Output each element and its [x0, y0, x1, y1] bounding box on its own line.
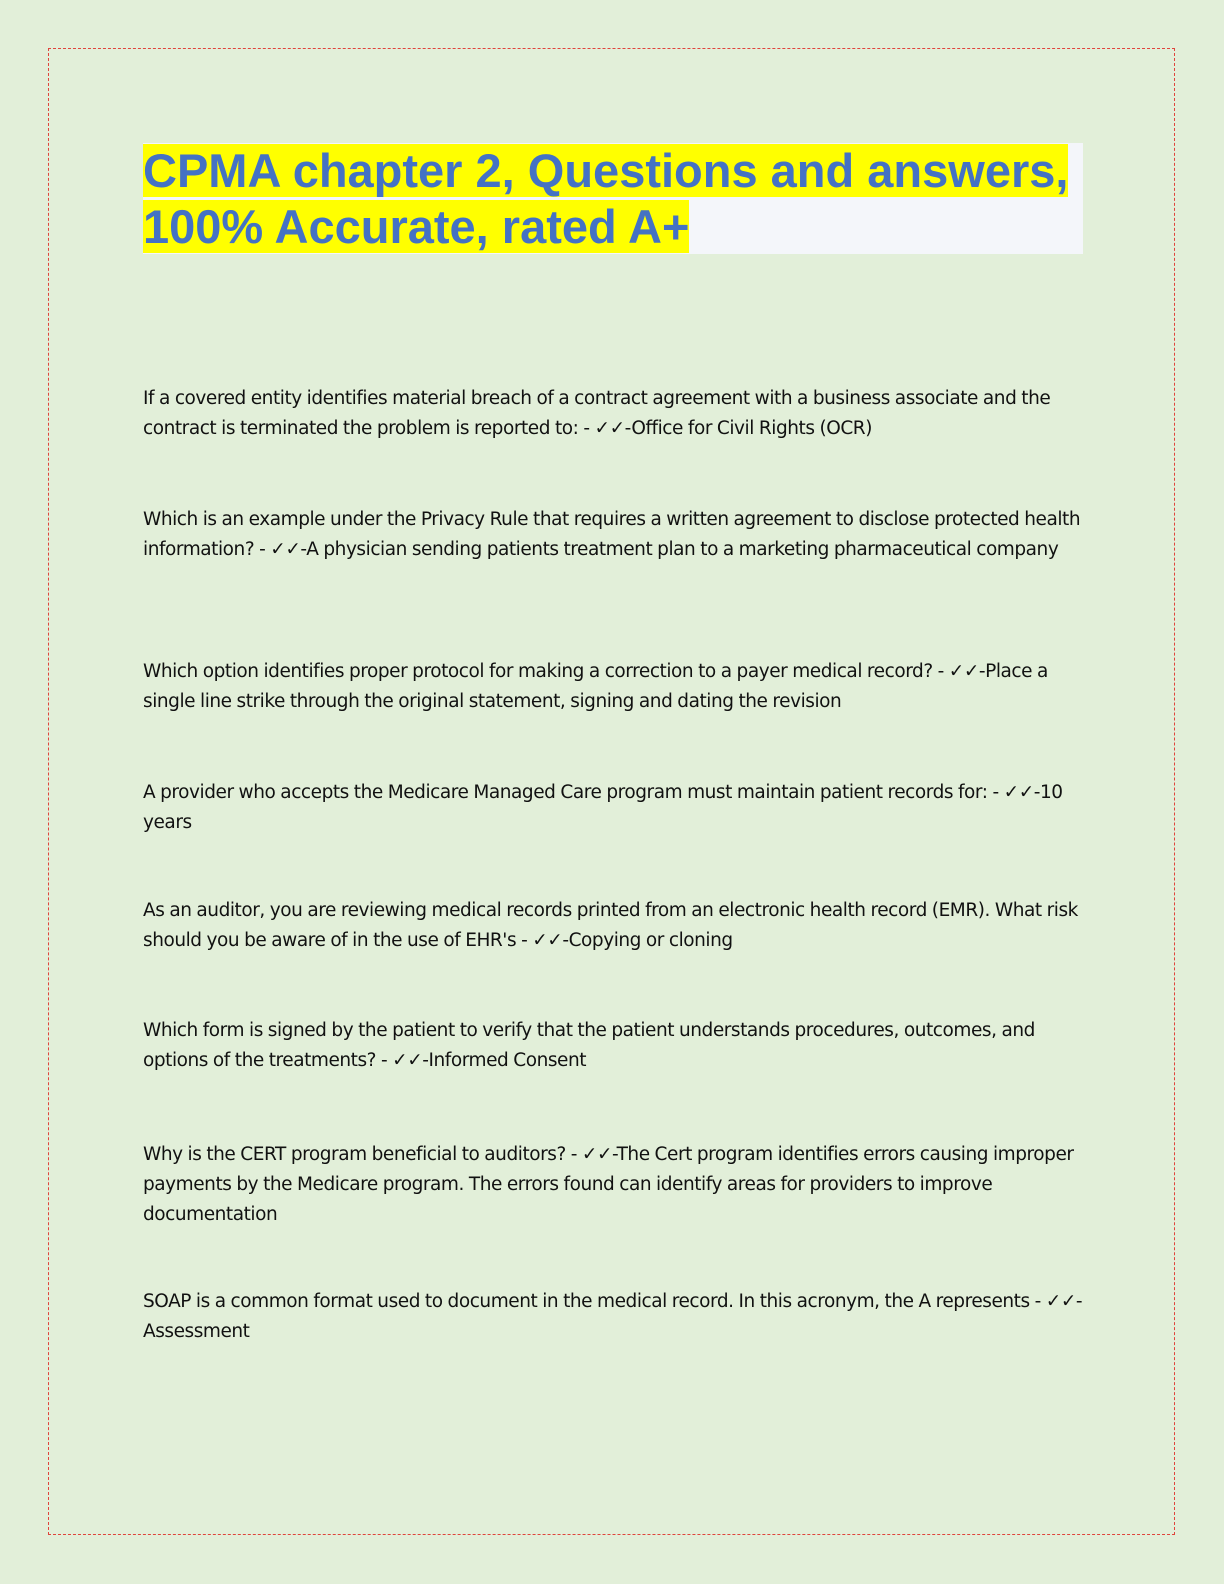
answer-text: Place a single line strike through the original statement, signing and dating the revision — [143, 661, 1048, 712]
question-text: Why is the CERT program beneficial to auditors? — [143, 1144, 566, 1165]
page-title — [143, 143, 1083, 255]
answer-text: Informed Consent — [428, 1050, 587, 1071]
qa-item-2: Which is an example under the Privacy Rule that requires a written agreement to disclose protected health information? - ✓✓-A physician sending patients treatment plan to a marketing pharmaceutical company — [143, 509, 1081, 560]
title-text: CPMA chapter 2, Questions and answers, 100% Accurate, rated A+ — [143, 144, 1069, 253]
question-text: Which option identifies proper protocol for making a correction to a payer medical record? — [143, 661, 933, 682]
check-mark-icon: ✓✓ — [532, 930, 563, 951]
qa-item-8: SOAP is a common format used to document in the medical record. In this acronym, the A represents - ✓✓-Assessment — [143, 1291, 1082, 1342]
qa-item-6: Which form is signed by the patient to verify that the patient understands procedures, outcomes, and options of the treatments? - ✓✓-Informed Consent — [143, 1020, 1035, 1071]
check-mark-icon: ✓✓ — [948, 661, 979, 682]
question-text: SOAP is a common format used to document in the medical record. In this acronym, the A represents — [143, 1291, 1030, 1312]
qa-item-5: As an auditor, you are reviewing medical records printed from an electronic health record (EMR). What risk should you be aware of in the use of EHR's - ✓✓-Copying or cloning — [143, 900, 1078, 951]
answer-text: A physician sending patients treatment plan to a marketing pharmaceutical company — [306, 539, 1059, 560]
question-text: If a covered entity identifies material breach of a contract agreement with a business associate and the contract is terminated the problem is reported to: — [143, 388, 1051, 439]
check-mark-icon: ✓✓ — [1003, 782, 1034, 803]
title-block — [143, 143, 1083, 254]
answer-text: Assessment — [143, 1321, 250, 1342]
answer-text: The Cert program identifies errors causing improper payments by the Medicare program. The errors found can identify areas for providers to improve documentation — [143, 1144, 1074, 1225]
qa-item-1: If a covered entity identifies material breach of a contract agreement with a business associate and the contract is terminated the problem is reported to: - ✓✓-Office for Civil Rights (OCR) — [143, 388, 1051, 439]
question-text: As an auditor, you are reviewing medical records printed from an electronic health record (EMR). What risk should you be aware of in the use of EHR's — [143, 900, 1078, 951]
qa-item-7: Why is the CERT program beneficial to auditors? - ✓✓-The Cert program identifies errors causing improper payments by the Medicare program. The errors found can identify areas for providers to improve documentation — [143, 1144, 1074, 1225]
check-mark-icon: ✓✓ — [594, 418, 625, 439]
qa-item-4: A provider who accepts the Medicare Managed Care program must maintain patient records for: - ✓✓-10 years — [143, 782, 1063, 833]
check-mark-icon: ✓✓ — [392, 1050, 423, 1071]
qa-item-3: Which option identifies proper protocol for making a correction to a payer medical record? - ✓✓-Place a single line strike through the original statement, signing and dating the revision — [143, 661, 1048, 712]
answer-text: Copying or cloning — [568, 930, 733, 951]
question-text: A provider who accepts the Medicare Managed Care program must maintain patient records for: — [143, 782, 988, 803]
question-text: Which is an example under the Privacy Rule that requires a written agreement to disclose protected health information? — [143, 509, 1081, 560]
question-text: Which form is signed by the patient to verify that the patient understands procedures, outcomes, and options of the treatments? — [143, 1020, 1035, 1071]
check-mark-icon: ✓✓ — [1045, 1291, 1076, 1312]
check-mark-icon: ✓✓ — [270, 539, 301, 560]
check-mark-icon: ✓✓ — [581, 1144, 613, 1165]
answer-text: Office for Civil Rights (OCR) — [631, 418, 872, 439]
answer-text: 10 years — [143, 782, 1063, 833]
